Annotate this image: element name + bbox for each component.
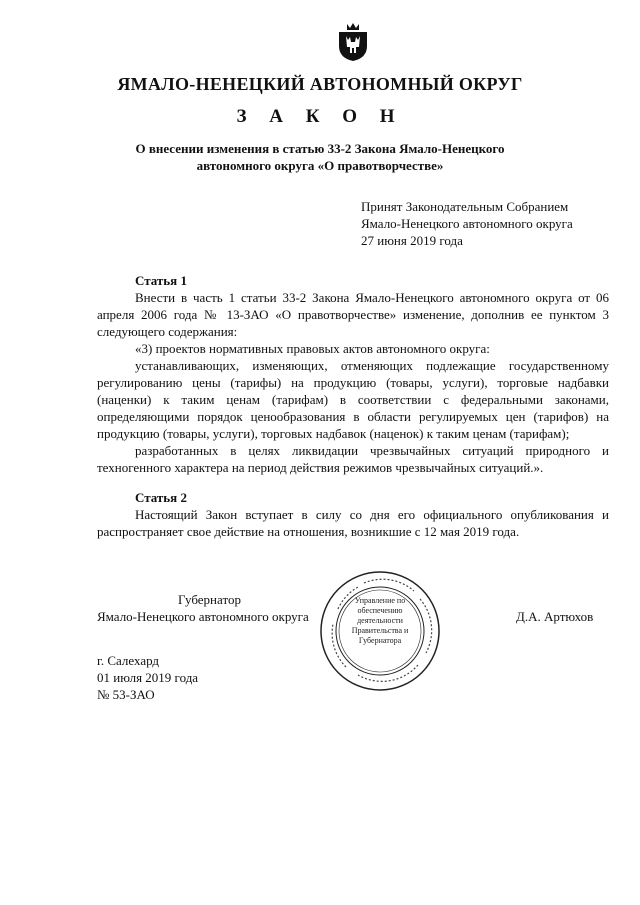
stamp-inner-text: Управление по обеспечению деятельности Правительства и Губернатора xyxy=(351,596,409,645)
article-2 xyxy=(97,489,609,540)
article-1-paragraph: разработанных в целях ликвидации чрезвычайных ситуаций природного и техногенного характера на период действия режимов чрезвычайных ситуаций.». xyxy=(97,443,609,475)
governor-title: Губернатор xyxy=(178,592,241,607)
adoption-line-1: Принят Законодательным Собранием xyxy=(361,199,569,214)
adoption-line-2: Ямало-Ненецкого автономного округа xyxy=(361,216,573,231)
article-2-paragraph: Настоящий Закон вступает в силу со дня его официального опубликования и распространяет свое действие на отношения, возникшие с 12 мая 2019 года. xyxy=(97,507,609,539)
document-type-heading: З А К О Н xyxy=(236,106,404,127)
article-1-paragraph: «3) проектов нормативных правовых актов автономного округа: xyxy=(135,341,490,356)
subtitle-line-2: автономного округа «О правотворчестве» xyxy=(196,158,444,173)
coat-of-arms-emblem xyxy=(337,20,369,62)
governor-name: Д.А. Артюхов xyxy=(516,609,594,624)
article-2-title: Статья 2 xyxy=(135,490,187,505)
article-1-paragraph: устанавливающих, изменяющих, отменяющих подлежащие государственному регулированию цены (тарифы) на продукцию (товары, услуги), торговые надбавки (наценки) к таким ценам (тарифам) в соответствии с федеральными законами, определяющими порядок ценообразования в области регулируемых цен (тарифов) на продукцию (товары, услуги), торговых надбавок (наценок) к таким ценам (тарифам); xyxy=(97,358,609,441)
article-1-title: Статья 1 xyxy=(135,273,187,288)
region-heading: ЯМАЛО-НЕНЕЦКИЙ АВТОНОМНЫЙ ОКРУГ xyxy=(117,74,523,94)
article-1-paragraph: Внести в часть 1 статьи 33-2 Закона Ямало-Ненецкого автономного округа от 06 апреля 2006 года № 13-ЗАО «О правотворчестве» изменение, дополнив ее пунктом 3 следующего содержания: xyxy=(97,290,609,339)
subtitle-line-1: О внесении изменения в статью 33-2 Закона Ямало-Ненецкого xyxy=(135,141,505,156)
governor-region: Ямало-Ненецкого автономного округа xyxy=(97,609,309,624)
adoption-note xyxy=(361,198,573,249)
article-1 xyxy=(97,272,609,476)
document-footer xyxy=(97,652,198,703)
footer-number: № 53-ЗАО xyxy=(97,687,155,702)
footer-date: 01 июля 2019 года xyxy=(97,670,199,685)
footer-city: г. Салехард xyxy=(97,653,160,668)
adoption-date: 27 июня 2019 года xyxy=(361,233,463,248)
law-subtitle xyxy=(120,140,520,174)
